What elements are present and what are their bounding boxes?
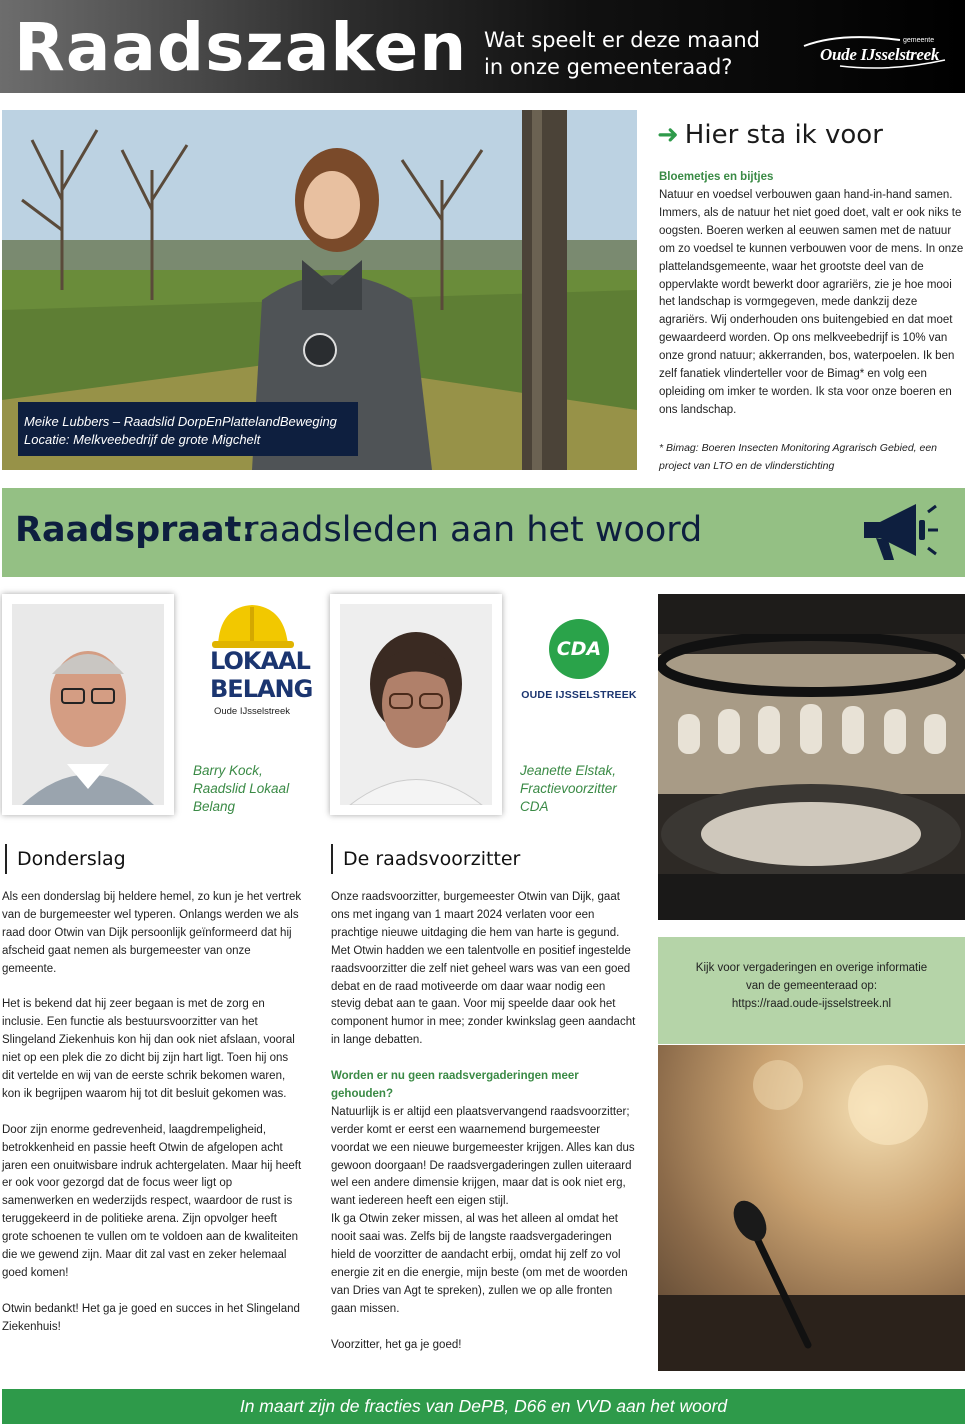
caption-line1: Meike Lubbers – Raadslid DorpEnPlattelandBeweging xyxy=(24,414,337,429)
article1-heading: Donderslag xyxy=(5,846,126,872)
member2-name-line1: Jeanette Elstak, xyxy=(520,763,617,778)
info-url-link[interactable]: https://raad.oude-ijsselstreek.nl xyxy=(731,998,892,1010)
cda-logo-sub: OUDE IJSSELSTREEK xyxy=(521,689,637,701)
hard-hat-icon xyxy=(210,601,296,651)
member1-name-line2: Raadslid Lokaal xyxy=(193,781,290,796)
section-heading-text: Hier sta ik voor xyxy=(684,120,883,150)
article2-paragraph: Ik ga Otwin zeker missen, al was het alleen al omdat het nooit saai was. Zelfs bij de langste raadsvergaderingen hield de voorzitter de aandacht erbij, omdat hij zelf zo vol energie zit en die energie, mijn beste (om met de woorden van Dries van Agt te spreken), zullen we op alle fronten gaan missen. xyxy=(331,1213,628,1315)
member1-name xyxy=(193,762,313,816)
municipality-logo xyxy=(800,30,950,70)
cda-badge: CDA xyxy=(549,619,609,679)
microphone-photo xyxy=(658,1045,965,1371)
article1-paragraph: Als een donderslag bij heldere hemel, zo kun je het vertrek van de burgemeester wel typeren. Onlangs werden we als raad door Otwin van Dijk persoonlijk geïnformeerd dat hij afscheid gaat nemen als burgemeester van onze gemeente. xyxy=(2,891,302,975)
caption-line2: Locatie: Melkveebedrijf de grote Migchelt xyxy=(24,432,261,447)
lokaal-belang-logo xyxy=(208,601,313,721)
member1-name-line1: Barry Kock, xyxy=(193,763,263,778)
info-line1: Kijk voor vergaderingen en overige informatie xyxy=(695,962,928,974)
logo-line2: BELANG xyxy=(210,675,313,703)
article1-paragraph: Door zijn enorme gedrevenheid, laagdrempeligheid, betrokkenheid en passie heeft Otwin de afgelopen acht jaren een onuitwisbare indruk achtergelaten. Maar hij heeft er ook voor gezorgd dat de focus weer ligt op samenwerken en wederzijds respect, waardoor de rust is teruggekeerd in de politieke arena. Zijn opvolger heeft grote schoenen te vullen om te voldoen aan de kwaliteiten die we gewend zijn. Maar dit zal vast en zeker helemaal goed komen! xyxy=(2,1123,302,1279)
raadspraat-banner xyxy=(2,488,965,577)
member2-name-line2: Fractievoorzitter xyxy=(520,781,617,796)
portrait-photo xyxy=(340,604,492,805)
banner-light-text: raadsleden aan het woord xyxy=(244,510,703,550)
article2-paragraph: Onze raadsvoorzitter, burgemeester Otwin van Dijk, gaat ons met ingang van 1 maart 2024 verlaten voor een prachtige nieuwe uitdaging die hem van harte is gegund. Met Otwin hadden we een talentvolle en positief ingestelde raadsvoorzitter die zelf niet geheel wars was van een goed debat en de raad motiveerde om daar waar nodig een stevig debat aan te gaan. Voor mij speelde daar ook het component humor in mee; zonder kwinkslag geen aandacht in lange debatten. xyxy=(331,891,636,1047)
member1-name-line3: Belang xyxy=(193,799,236,814)
page-title: Raadszaken xyxy=(14,9,468,86)
hero-caption xyxy=(18,402,358,456)
footer-banner: In maart zijn de fracties van DePB, D66 en VVD aan het woord xyxy=(2,1389,965,1424)
megaphone-icon xyxy=(858,498,940,566)
member2-name xyxy=(520,762,650,816)
section-heading xyxy=(657,118,962,152)
header-subtitle-line1: Wat speelt er deze maand xyxy=(484,28,760,52)
logo-line1: LOKAAL xyxy=(210,647,310,675)
portrait-jeanette-elstak xyxy=(330,594,502,815)
article2-paragraph: Voorzitter, het ga je goed! xyxy=(331,1338,462,1351)
logo-name: Oude IJsselstreek xyxy=(820,45,940,64)
arrow-right-icon: ➜ xyxy=(657,120,679,150)
logo-swoosh-icon xyxy=(800,30,950,70)
cda-logo xyxy=(519,615,639,715)
page-header xyxy=(0,0,965,93)
header-subtitle-line2: in onze gemeenteraad? xyxy=(484,55,733,79)
article2-paragraph: Natuurlijk is er altijd een plaatsvervangend raadsvoorzitter; verder komt er eerst een waarnemend burgemeester voordat we een nieuwe burgemeester krijgen. Alles kan dus gewoon doorgaan! De raadsvergaderingen zullen uiteraard wel een andere dimensie krijgen, maar dat is ook niet erg, want iedereen heeft een eigen stijl. xyxy=(331,1105,635,1208)
section-subheading: Bloemetjes en bijtjes xyxy=(659,171,774,183)
article1-paragraph: Het is bekend dat hij zeer begaan is met de zorg en inclusie. Een functie als bestuursvoorzitter van het Slingeland Ziekenhuis kon hij dan ook niet afslaan, vooral niet op een plek die zo dicht bij zijn hart ligt. Toen hij ons dit vertelde en wij van de eerste schrik bekomen waren, kon ik begrijpen waarom hij tot dit besluit gekomen was. xyxy=(2,998,295,1100)
article2-question: Worden er nu geen raadsvergaderingen meer gehouden? xyxy=(331,1070,579,1100)
portrait-photo xyxy=(12,604,164,805)
hier-sta-ik-voor-section xyxy=(657,118,964,472)
banner-bold-text: Raadspraat: xyxy=(15,510,256,550)
logo-line3: Oude IJsselstreek xyxy=(213,706,291,717)
section-body: Natuur en voedsel verbouwen gaan hand-in-hand samen. Immers, als de natuur het niet goed doet, valt er ook niks te oogsten. Boeren werken al eeuwen samen met de natuur om zo voedsel te kunnen verbouwen voor de mens. In onze plattelandsgemeente, waar het grootste deel van de oppervlakte wordt bewerkt door agrariërs, zie je hoe mooi het landschap is vormgegeven, mede dankzij deze agrariërs. Wij onderhouden ons buitengebied en dat moet gewaardeerd worden. Op ons melkveebedrijf is 10% van onze grond natuur; akkerranden, bos, waterpoelen. Ik ben zelf fanatiek vlinderteller voor de Bimag* en volg een opleiding om imker te worden. Ik sta voor onze boeren en ons landschap. xyxy=(659,189,964,416)
member2-name-line3: CDA xyxy=(520,799,549,814)
section-footnote: * Bimag: Boeren Insecten Monitoring Agrarisch Gebied, een project van LTO en de vlinderstichting xyxy=(659,442,938,472)
info-box xyxy=(658,937,965,1044)
logo-small-text: gemeente xyxy=(903,37,935,44)
council-chamber-image xyxy=(658,594,965,920)
article2-body xyxy=(331,889,636,1372)
hero-photo xyxy=(2,110,637,470)
council-chamber-photo xyxy=(658,594,965,920)
article1-body xyxy=(2,889,302,1355)
article1-paragraph: Otwin bedankt! Het ga je goed en succes in het Slingeland Ziekenhuis! xyxy=(2,1302,300,1333)
article2-heading: De raadsvoorzitter xyxy=(331,846,520,872)
microphone-image xyxy=(658,1045,965,1371)
portrait-barry-kock xyxy=(2,594,174,815)
info-line2: van de gemeenteraad op: xyxy=(745,980,878,992)
